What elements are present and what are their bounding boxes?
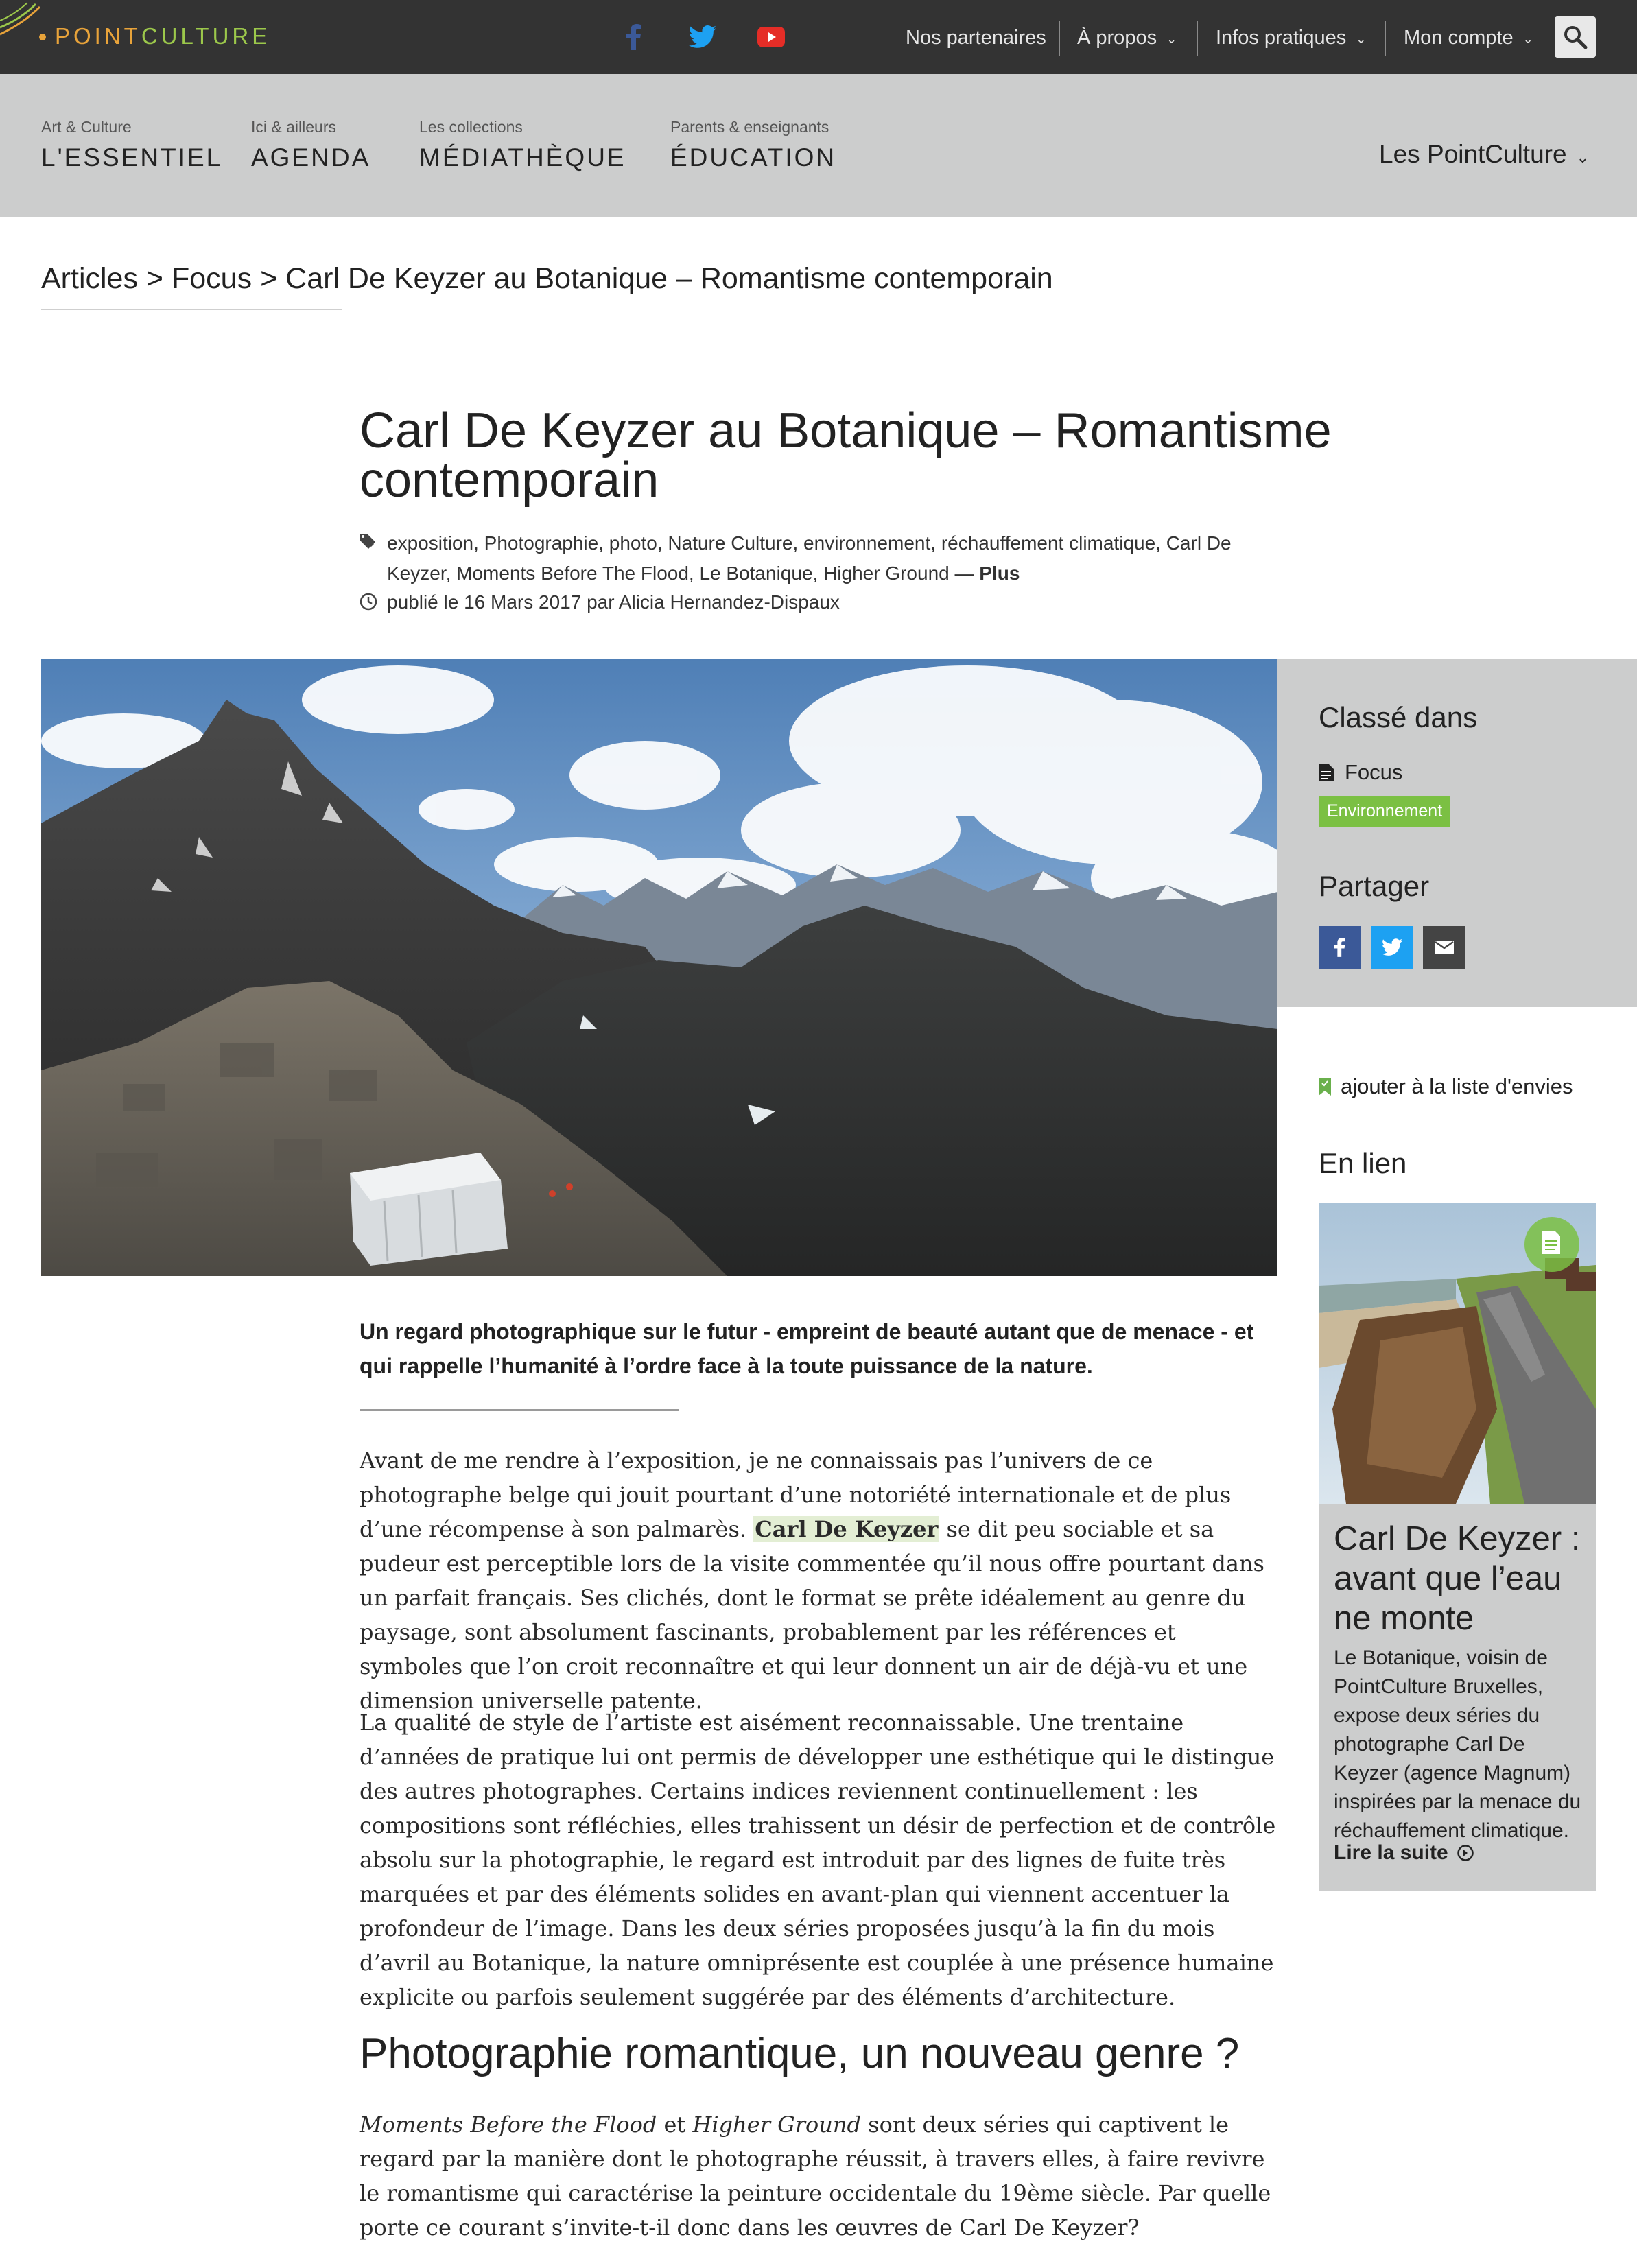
partners-link[interactable]: Nos partenaires: [906, 26, 1046, 49]
youtube-link[interactable]: [755, 21, 788, 54]
document-icon: [1319, 764, 1334, 781]
search-button[interactable]: [1555, 16, 1596, 58]
share-facebook-button[interactable]: [1319, 926, 1361, 969]
top-bar: [0, 0, 1637, 74]
search-icon: [1563, 25, 1588, 49]
classified-heading: Classé dans: [1319, 701, 1478, 733]
related-article-description: Le Botanique, voisin de PointCulture Bruxelles, expose deux séries du photographe Carl De Keyzer (agence Magnum) inspirées par la menace du réchauffement climatique.: [1334, 1646, 1581, 1842]
related-article-image: [1319, 1203, 1596, 1504]
nav-separator: [1385, 21, 1386, 56]
facebook-icon: [1334, 938, 1345, 957]
chevron-down-icon: ⌄: [1356, 32, 1367, 46]
focus-label: Focus: [1345, 760, 1403, 784]
nav-mediatheque[interactable]: [419, 118, 626, 172]
related-article-card[interactable]: [1319, 1203, 1596, 1891]
nav-education[interactable]: [670, 118, 836, 172]
nav-separator: [1197, 21, 1198, 56]
sidebar-classification: [1277, 659, 1637, 1007]
related-article-title[interactable]: Carl De Keyzer : avant que l’eau ne monte: [1334, 1520, 1581, 1637]
share-email-button[interactable]: [1423, 926, 1465, 969]
breadcrumb-underline: [41, 309, 342, 310]
facebook-link[interactable]: [617, 21, 650, 54]
nav-subtitle: Les collections: [419, 118, 523, 136]
wishlist-label: ajouter à la liste d'envies: [1341, 1074, 1573, 1098]
nav-subtitle: Ici & ailleurs: [251, 118, 336, 136]
coastal-erosion-image: [1319, 1203, 1596, 1504]
clock-icon: [360, 593, 377, 611]
publication-info: [360, 587, 840, 617]
lede-divider: [360, 1409, 679, 1411]
nav-title: AGENDA: [251, 143, 371, 172]
nav-essentiel[interactable]: [41, 118, 222, 172]
article-paragraph-3: Moments Before the Flood et Higher Ground sont deux séries qui captivent le regard par la manière dont le photographe réussit, à travers elles, à faire revivre le romantisme qui caractérise la peinture occidentale du 19ème siècle. Par quelle porte ce courant s’invite-t-il donc dans les œuvres de Carl De Keyzer?: [360, 2112, 1271, 2241]
publication-date: publié le 16 Mars 2017 par Alicia Hernandez-Dispaux: [387, 591, 840, 613]
nav-title: L'ESSENTIEL: [41, 143, 223, 172]
nav-subtitle: Art & Culture: [41, 118, 132, 136]
category-focus-link[interactable]: [1319, 760, 1402, 785]
email-icon: [1435, 941, 1454, 954]
share-heading: Partager: [1319, 870, 1430, 902]
logo-text: POINTCULTURE: [55, 23, 271, 49]
highlighted-artist-name[interactable]: Carl De Keyzer: [755, 1516, 939, 1542]
arrow-circle-right-icon: [1457, 1844, 1474, 1862]
article-paragraph-2: La qualité de style de l’artiste est aisément reconnaissable. Une trentaine d’années de pratique lui ont permis de développer une esthétique qui le distingue des autres photographes. Certains indices reviennent continuellement : les compositions sont réfléchies, elles trahissent un désir de perfection et de contrôle absolu sur la photographie, le regard est introduit par des lignes de fuite très marquées et par des éléments solides en avant-plan qui viennent accentuer la profondeur de l’image. Dans les deux séries proposées jusqu’à la fin du mois d’avril au Botanique, la nature omniprésente est couplée à une présence humaine explicite ou parfois seulement suggérée par des éléments d’architecture.: [360, 1710, 1276, 2010]
breadcrumb: [41, 262, 1053, 296]
page-title: Carl De Keyzer au Botanique – Romantisme contemporain: [360, 403, 1332, 508]
article-paragraph-1: Avant de me rendre à l’exposition, je ne connaissais pas l’univers de ce photographe belge qui jouit pourtant d’une notoriété internationale et de plus d’une récompense à son palmarès. Carl De Keyzer se dit peu sociable et sa pudeur est perceptible lors de la visite commentée qu’il nous offre pourtant dans un parfait français. Ses clichés, dont le format se prête idéalement au genre du paysage, sont absolument fascinants, probablement par les références et symboles que l’on croit reconnaître et qui leur donnent un air de déjà-vu et une dimension universelle patente.: [360, 1448, 1264, 1714]
article-lede: Un regard photographique sur le futur - empreint de beauté autant que de menace - et qui rappelle l’humanité à l’ordre face à la toute puissance de la nature.: [360, 1319, 1254, 1378]
main-navigation: [0, 74, 1637, 217]
pointculture-logo[interactable]: [0, 0, 271, 74]
twitter-link[interactable]: [686, 21, 719, 54]
breadcrumb-separator: >: [145, 262, 164, 295]
breadcrumb-separator: >: [260, 262, 278, 295]
section-heading: Photographie romantique, un nouveau genre ?: [360, 2030, 1240, 2077]
pointculture-locations-menu[interactable]: Les PointCulture ⌄: [1379, 140, 1589, 168]
environment-tag-badge[interactable]: Environnement: [1319, 796, 1450, 827]
nav-subtitle: Parents & enseignants: [670, 118, 829, 136]
twitter-icon: [689, 25, 716, 49]
bookmark-icon: [1319, 1078, 1331, 1096]
facebook-icon: [626, 24, 641, 50]
chevron-down-icon: ⌄: [1576, 149, 1589, 166]
more-tags-link[interactable]: Plus: [979, 563, 1020, 584]
chevron-down-icon: ⌄: [1522, 32, 1533, 46]
breadcrumb-current: Carl De Keyzer au Botanique – Romantisme contemporain: [285, 262, 1053, 295]
add-to-wishlist-link[interactable]: [1319, 1074, 1573, 1099]
nav-title: MÉDIATHÈQUE: [419, 143, 626, 172]
account-menu[interactable]: Mon compte ⌄: [1404, 26, 1533, 49]
chevron-down-icon: ⌄: [1166, 32, 1177, 46]
container-shape: [350, 1153, 508, 1266]
breadcrumb-focus[interactable]: Focus: [172, 262, 252, 295]
tags-list[interactable]: exposition, Photographie, photo, Nature Culture, environnement, réchauffement climatique, Carl De Keyzer, Moments Before The Flood, Le Botanique, Higher Ground —: [387, 532, 1232, 584]
twitter-icon: [1382, 938, 1402, 956]
hero-photo-mountain-container: [41, 659, 1277, 1276]
nav-title: ÉDUCATION: [670, 143, 837, 172]
related-heading: En lien: [1319, 1147, 1407, 1179]
share-twitter-button[interactable]: [1371, 926, 1413, 969]
hero-image: [41, 659, 1277, 1276]
youtube-icon: [757, 27, 785, 47]
practical-info-menu[interactable]: Infos pratiques ⌄: [1216, 26, 1367, 49]
article-tags: [360, 528, 1265, 589]
logo-swirl-icon: [0, 0, 55, 74]
tags-icon: [360, 532, 377, 550]
nav-agenda[interactable]: [251, 118, 370, 172]
about-menu[interactable]: À propos ⌄: [1077, 26, 1177, 49]
breadcrumb-articles[interactable]: Articles: [41, 262, 138, 295]
nav-separator: [1059, 21, 1060, 56]
read-more-link[interactable]: Lire la suite: [1334, 1841, 1474, 1865]
